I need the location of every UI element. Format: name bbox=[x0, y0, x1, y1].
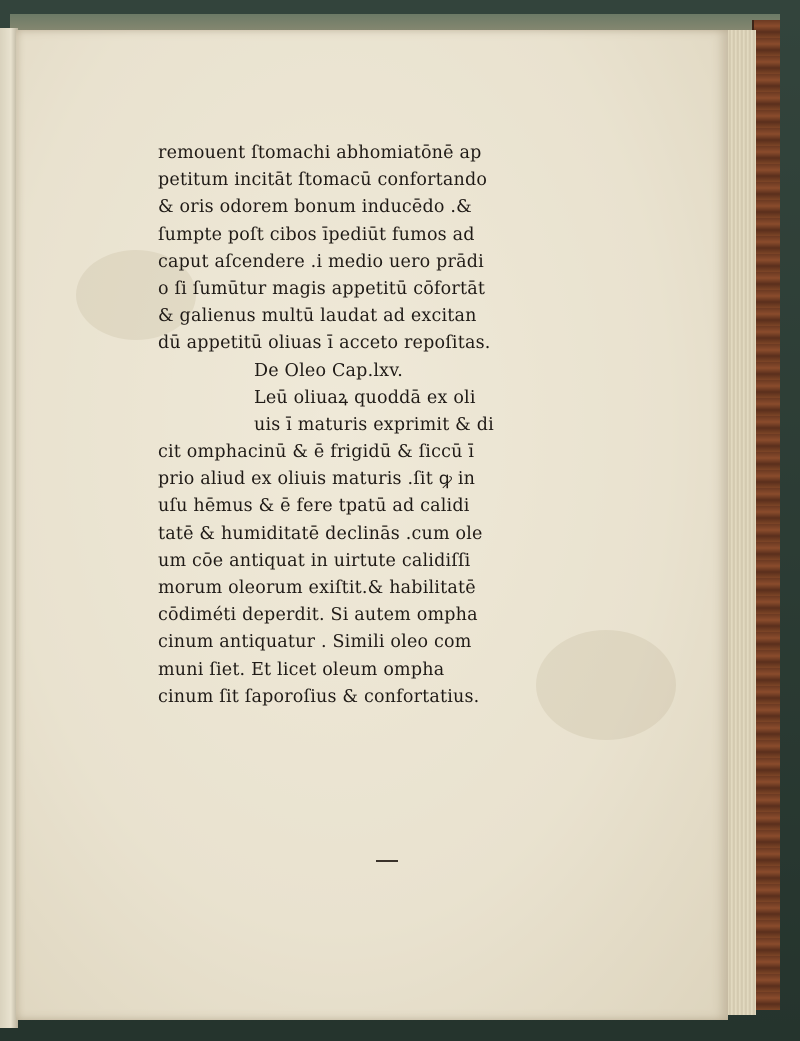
text-line: cōdiméti deperdit. Si autem ompha bbox=[158, 605, 478, 626]
text-line: um cōe antiquat in uirtute calidiſſi bbox=[158, 550, 471, 571]
text-line: cit omphacinū & ē frigidū & ſiccū ī bbox=[158, 442, 475, 463]
text-line: dū appetitū oliuas ī acceto repoſitas. bbox=[158, 333, 491, 354]
text-column bbox=[158, 140, 558, 711]
text-line: prio aliud ex oliuis maturis .ſit ꝙ in bbox=[158, 469, 476, 490]
text-line: uis ī maturis exprimit & di bbox=[254, 414, 494, 435]
text-line: & oris odorem bonum inducēdo .& bbox=[158, 197, 472, 218]
chapter-heading: De Oleo Cap.lxv. bbox=[254, 360, 403, 381]
text-line: remouent ſtomachi abhomiatōnē ap bbox=[158, 143, 482, 163]
page-footer-rule bbox=[376, 860, 398, 862]
text-line: cinum ſit ſaporoſius & confortatius. bbox=[158, 686, 480, 707]
page-stack-edge bbox=[724, 30, 756, 1015]
text-line: & galienus multū laudat ad excitan bbox=[158, 306, 477, 327]
text-line: caput aſcendere .i medio uero prādi bbox=[158, 251, 484, 272]
text-line: uſu hēmus & ē fere tpatū ad calidi bbox=[158, 496, 470, 517]
text-line: petitum incitāt ſtomacū confortando bbox=[158, 170, 488, 191]
text-line: ſumpte poſt cibos īpediūt fumos ad bbox=[158, 224, 475, 245]
text-line: muni ſiet. Et licet oleum ompha bbox=[158, 659, 445, 680]
text-line: morum oleorum exiſtit.& habilitatē bbox=[158, 578, 476, 598]
book-cover-edge bbox=[752, 20, 780, 1010]
text-line: Leū oliuaꝝ quoddā ex oli bbox=[254, 387, 476, 408]
text-line: tatē & humiditatē declinās .cum ole bbox=[158, 523, 483, 544]
text-line: cinum antiquatur . Simili oleo com bbox=[158, 632, 472, 653]
text-line: o ſi ſumūtur magis appetitū cōfortāt bbox=[158, 278, 486, 299]
